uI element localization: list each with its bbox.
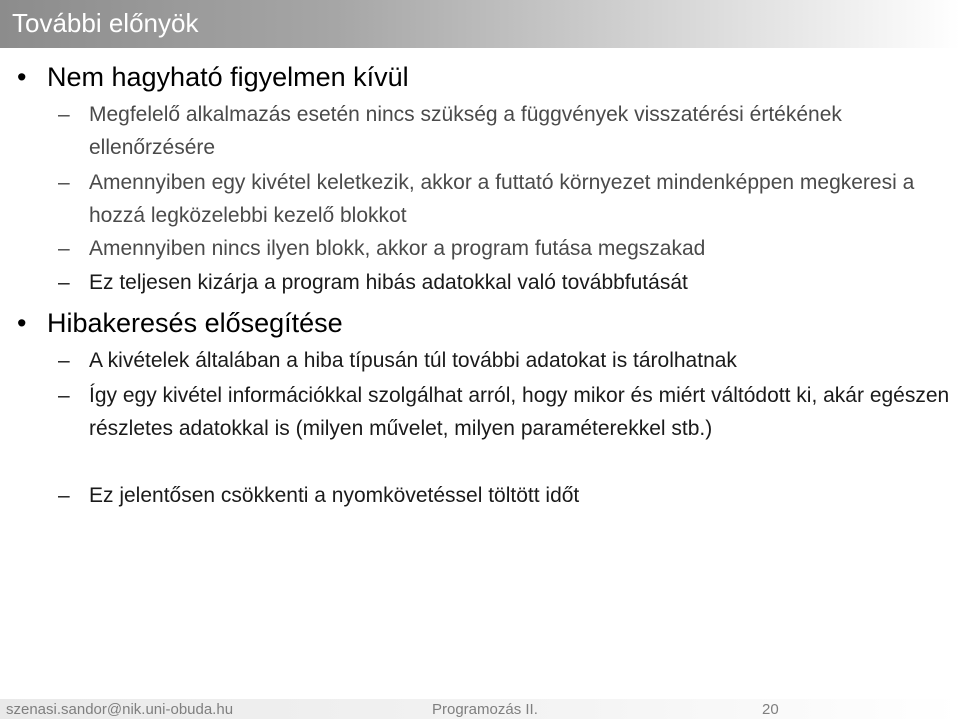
bullet-text: A kivételek általában a hiba típusán túl további adatokat is tárolhatnak — [89, 349, 737, 372]
dash-icon: – — [58, 171, 70, 194]
dash-icon: – — [58, 484, 70, 507]
slide-footer — [0, 699, 960, 719]
footer-email: szenasi.sandor@nik.uni-obuda.hu — [6, 701, 234, 718]
section-heading: Hibakeresés elősegítése — [47, 308, 343, 338]
footer-course: Programozás II. — [432, 701, 538, 718]
bullet-text: Ez jelentősen csökkenti a nyomkövetéssel töltött időt — [89, 484, 580, 507]
slide-title: További előnyök — [12, 8, 199, 38]
dash-icon: – — [58, 349, 70, 372]
bullet-text: Így egy kivétel információkkal szolgálhat arról, hogy mikor és miért váltódott ki, akár egészen részletes adatokkal is (milyen művelet, milyen paraméterekkel stb.) — [89, 384, 950, 440]
dash-icon: – — [58, 384, 70, 407]
bullet-text: Amennyiben egy kivétel keletkezik, akkor a futtató környezet mindenképpen megkeresi a hozzá legközelebbi kezelő blokkot — [89, 171, 915, 227]
bullet-icon: • — [17, 308, 27, 338]
dash-icon: – — [58, 237, 70, 260]
bullet-text: Amennyiben nincs ilyen blokk, akkor a program futása megszakad — [89, 237, 706, 260]
bullet-icon: • — [17, 62, 27, 92]
bullet-text: Ez teljesen kizárja a program hibás adatokkal való továbbfutását — [89, 271, 688, 294]
footer-page-number: 20 — [762, 701, 779, 718]
bullet-text: Megfelelő alkalmazás esetén nincs szükség a függvények visszatérési értékének ellenőrzésére — [89, 103, 842, 159]
dash-icon: – — [58, 271, 70, 294]
title-bar — [0, 0, 960, 48]
dash-icon: – — [58, 103, 70, 126]
section-heading: Nem hagyható figyelmen kívül — [47, 62, 409, 92]
